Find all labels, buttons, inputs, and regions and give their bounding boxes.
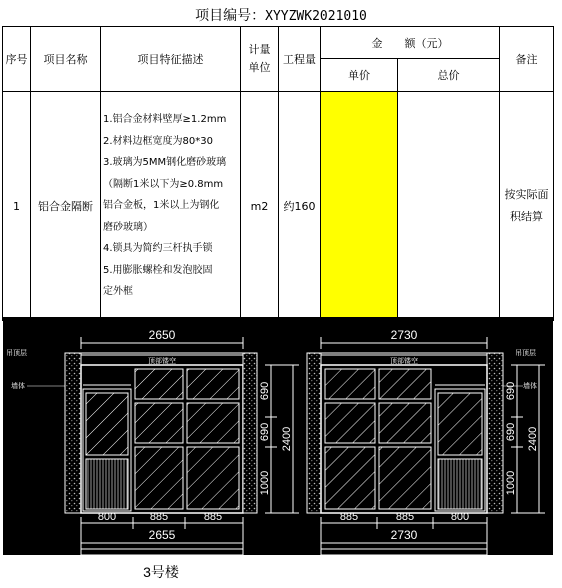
cell-qty: 约160 <box>279 92 321 321</box>
left-dim-vtotal: 2400 <box>281 426 293 452</box>
cell-remark: 按实际面积结算 <box>500 92 554 321</box>
project-code-label: 项目编号： <box>195 8 266 24</box>
left-dim-v3: 1000 <box>259 470 271 496</box>
header-unit: 计量 单位 <box>241 27 279 92</box>
left-dim-h1: 800 <box>97 511 117 523</box>
partition-drawing <box>3 317 553 585</box>
header-amount: 金 额（元） <box>321 27 500 59</box>
quote-table <box>2 26 554 321</box>
cell-unit-price[interactable] <box>321 92 398 321</box>
desc-line: 定外框 <box>103 286 133 298</box>
right-dim-h1: 885 <box>339 511 359 523</box>
left-beam-label: 顶部镂空 <box>148 358 176 365</box>
desc-line: 4.锁具为简约三杆执手锁 <box>103 243 213 255</box>
right-top-width: 2730 <box>390 328 418 342</box>
header-total: 总价 <box>398 59 500 92</box>
right-dim-v2: 690 <box>505 422 517 442</box>
drawing-caption: 3号楼 <box>143 564 179 580</box>
desc-line: 2.材料边框宽度为80*30 <box>103 135 213 147</box>
left-wall-label: 墙体 <box>11 383 25 390</box>
left-dim-v1: 690 <box>259 381 271 401</box>
right-beam-label: 顶部镂空 <box>390 358 418 365</box>
cell-desc <box>101 92 241 321</box>
desc-line: （隔断1米以下为≥0.8mm <box>103 178 224 190</box>
cell-seq: 1 <box>3 92 31 321</box>
header-name: 项目名称 <box>31 27 101 92</box>
project-code-value: XYYZWK2021010 <box>265 9 367 24</box>
left-dim-h2: 885 <box>149 511 169 523</box>
right-dim-h2: 885 <box>395 511 415 523</box>
cell-total[interactable] <box>398 92 500 321</box>
header-unit-price: 单价 <box>321 59 398 92</box>
project-code-title <box>0 5 562 25</box>
table-row <box>3 92 554 321</box>
header-seq: 序号 <box>3 27 31 92</box>
desc-line: 磨砂玻璃） <box>103 221 153 233</box>
left-top-width: 2650 <box>148 328 176 342</box>
right-elevation <box>307 328 545 555</box>
right-dim-v3: 1000 <box>505 470 517 496</box>
left-dim-h3: 885 <box>203 511 223 523</box>
right-dim-h3: 800 <box>450 511 470 523</box>
right-dim-v1: 690 <box>505 381 517 401</box>
header-qty: 工程量 <box>279 27 321 92</box>
right-dim-htotal: 2730 <box>390 528 418 542</box>
left-dim-htotal: 2655 <box>148 528 176 542</box>
header-desc: 项目特征描述 <box>101 27 241 92</box>
right-dim-vtotal: 2400 <box>527 426 539 452</box>
left-elevation <box>6 328 299 555</box>
desc-line: 5.用膨胀螺栓和发泡胶固 <box>103 264 213 276</box>
desc-line: 3.玻璃为5MM钢化磨砂玻璃 <box>103 157 227 169</box>
cell-unit: m2 <box>241 92 279 321</box>
desc-line: 1.铝合金材料壁厚≥1.2mm <box>103 114 227 126</box>
right-ceiling-label: 吊顶层 <box>515 350 536 357</box>
left-dim-v2: 690 <box>259 422 271 442</box>
desc-line: 铝合金板，1米以上为钢化 <box>103 200 220 212</box>
header-remark: 备注 <box>500 27 554 92</box>
left-ceiling-label: 吊顶层 <box>6 350 27 357</box>
right-wall-label: 墙体 <box>523 383 537 390</box>
cell-name: 铝合金隔断 <box>31 92 101 321</box>
